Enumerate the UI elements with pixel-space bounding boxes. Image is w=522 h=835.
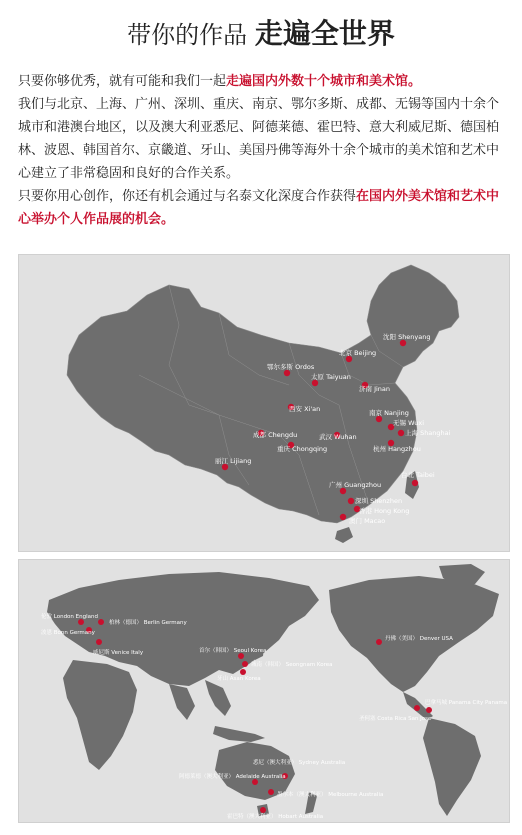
p1-highlight: 走遍国内外数十个城市和美术馆。: [226, 74, 422, 89]
label-guangzhou: 广州 Guangzhou: [329, 481, 382, 489]
pin-denver: [376, 639, 382, 645]
intro-text: [18, 70, 506, 231]
paragraph-1: [18, 70, 506, 93]
label-chongqing: 重庆 Chongqing: [277, 445, 328, 453]
pin-macao: [340, 514, 346, 520]
pin-asan: [240, 669, 246, 675]
p3-highlight: 在国内外美术馆和艺术中心举办个人作品展的机会。: [18, 189, 500, 227]
label-venice: 威尼斯 Venice Italy: [93, 650, 144, 656]
label-seongnam: 城南（韩国） Seongnam Korea: [251, 662, 333, 668]
china-mainland-shape: [67, 265, 459, 523]
pin-hobart: [260, 807, 266, 813]
label-beijing: 北京 Beijing: [339, 349, 377, 357]
label-asan: 牙山 Asan Korea: [217, 676, 261, 682]
label-ordos: 鄂尔多斯 Ordos: [267, 363, 315, 371]
label-adelaide: 阿德莱德（澳大利亚） Adelaide Australia: [179, 774, 286, 780]
pin-panama: [426, 707, 432, 713]
label-shenyang: 沈阳 Shenyang: [383, 333, 431, 341]
south-america-shape: [423, 718, 481, 816]
label-panama: 巴拿马城 Panama City Panama: [425, 700, 508, 706]
label-taiyuan: 太原 Taiyuan: [311, 373, 351, 381]
label-shenzhen: 深圳 Shenzhen: [355, 497, 403, 505]
china-map: [18, 254, 510, 552]
hainan-shape: [335, 527, 353, 543]
label-london: 伦敦 London England: [41, 614, 98, 620]
p3-prefix: 只要你用心创作，你还有机会通过与名泰文化深度合作获得: [18, 189, 357, 204]
pin-shenzhen: [348, 498, 354, 504]
title-bold: 走遍全世界: [254, 17, 395, 50]
label-taibei: 台北 Taibei: [401, 471, 435, 479]
paragraph-2: 我们与北京、上海、广州、深圳、重庆、南京、鄂尔多斯、成都、无锡等国内十余个城市和港澳台地区，以及澳大利亚悉尼、阿德莱德、霍巴特、意大利威尼斯、德国柏林、波恩、韩国首尔、京畿道、牙山、美国丹佛等海外十余个城市的美术馆和艺术中心建立了非常稳固和良好的合作关系。: [18, 97, 500, 181]
label-xian: 西安 Xi'an: [289, 405, 321, 413]
label-wuhan: 武汉 Wuhan: [319, 433, 357, 441]
south-asia-shape: [169, 680, 231, 720]
pin-berlin: [98, 619, 104, 625]
pin-venice: [96, 639, 102, 645]
label-sanjose: 圣何塞 Costa Rica San Jose: [359, 716, 432, 722]
pin-seongnam: [242, 661, 248, 667]
label-wuxi: 无锡 Wuxi: [393, 419, 425, 427]
pin-melbourne: [268, 789, 274, 795]
label-hangzhou: 杭州 Hangzhou: [373, 445, 421, 453]
title-plain: 带你的作品: [127, 21, 255, 49]
china-map-svg: [19, 255, 509, 551]
label-chengdu: 成都 Chengdu: [253, 431, 298, 439]
label-hobart: 霍巴特（澳大利亚） Hobart Australia: [227, 814, 324, 820]
label-jinan: 济南 Jinan: [359, 385, 391, 393]
label-berlin: 柏林（德国） Berlin Germany: [109, 620, 187, 626]
label-macao: 澳门 Macao: [349, 517, 386, 525]
label-hongkong: 香港 Hong Kong: [359, 507, 410, 515]
label-bonn: 波恩 Bonn Germany: [41, 630, 95, 636]
page-title: [0, 14, 522, 55]
label-nanjing: 南京 Nanjing: [369, 409, 409, 417]
p1-prefix: 只要你够优秀，就有可能和我们一起: [18, 74, 227, 89]
world-map-svg: [19, 560, 509, 822]
label-lijiang: 丽江 Lijiang: [215, 457, 252, 465]
world-map: [18, 559, 510, 823]
pin-shanghai: [398, 430, 404, 436]
label-sydney: 悉尼（澳大利亚） Sydney Australia: [253, 760, 346, 766]
pin-sanjose: [414, 705, 420, 711]
africa-shape: [63, 660, 137, 770]
pin-taibei: [412, 480, 418, 486]
label-denver: 丹佛（美国） Denver USA: [385, 636, 453, 642]
label-seoul: 首尔（韩国） Seoul Korea: [199, 648, 267, 654]
north-america-shape: [329, 576, 499, 692]
indonesia-shape: [213, 726, 265, 742]
label-melbourne: 墨尔本（澳大利亚） Melbourne Australia: [277, 792, 384, 798]
label-shanghai: 上海 Shanghai: [405, 429, 451, 437]
paragraph-3: [18, 185, 506, 231]
